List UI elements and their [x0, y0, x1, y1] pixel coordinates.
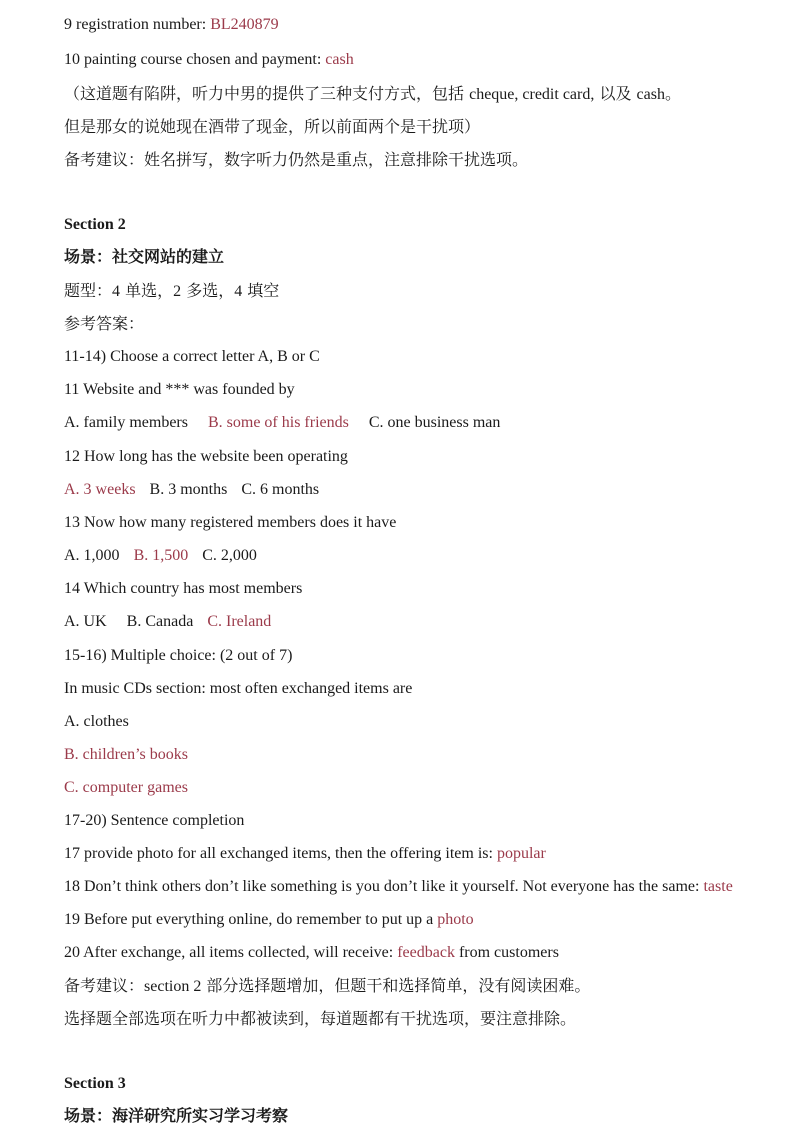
type-count: 4 [112, 283, 121, 300]
q14-options [64, 611, 271, 633]
part2-option-b: B. children’s books [64, 746, 188, 763]
q14-question: 14 Which country has most members [64, 580, 303, 597]
q9-line [64, 14, 279, 36]
q14-option-c: C. Ireland [207, 613, 272, 630]
q19-answer: photo [437, 911, 474, 928]
type-count: 4 [234, 283, 243, 300]
part3-header: 17-20) Sentence completion [64, 812, 245, 829]
section1-tip: 备考建议：姓名拼写，数字听力仍然是重点，注意排除干扰选项。 [64, 150, 529, 169]
note-text: 。 [664, 84, 681, 103]
part2-question: In music CDs section: most often exchanged items are [64, 680, 413, 697]
q13-option-b: B. 1,500 [133, 547, 189, 564]
q11-options [64, 412, 500, 434]
type-fill: 填空 [242, 281, 280, 300]
section2-question-types [64, 280, 279, 303]
q20-label: 20 After exchange, all items collected, will receive: [64, 944, 398, 961]
q19-label: 19 Before put everything online, do remember to put up a [64, 911, 438, 928]
section2-tip-line2: 选择题全部选项在听力中都被读到，每道题都有干扰选项，要注意排除。 [64, 1009, 577, 1028]
type-multi: 多选， [181, 281, 235, 300]
q17-answer: popular [496, 845, 546, 862]
q12-options [64, 479, 319, 501]
q18-line [64, 876, 733, 898]
part1-header: 11-14) Choose a correct letter A, B or C [64, 348, 320, 365]
q13-option-c: C. 2,000 [202, 547, 257, 564]
q11-option-a: A. family members [64, 414, 188, 431]
q18-answer: taste [703, 878, 733, 895]
q20-line [64, 942, 559, 964]
q12-question: 12 How long has the website been operating [64, 448, 348, 465]
note-payment-options: cheque, credit card, [469, 86, 595, 103]
q12-option-a: A. 3 weeks [64, 481, 136, 498]
q10-label: 10 painting course chosen and payment: [64, 51, 326, 68]
tip-section-ref: section 2 [144, 978, 202, 995]
q20-tail: from customers [454, 944, 559, 961]
part2-header: 15-16) Multiple choice: (2 out of 7) [64, 647, 293, 664]
answers-label: 参考答案： [64, 314, 145, 333]
q18-label: 18 Don’t think others don’t like something is you don’t like it yourself. Not everyone has the same: [64, 878, 704, 895]
type-label: 题型： [64, 281, 113, 300]
q11-option-b: B. some of his friends [207, 414, 349, 431]
part2-option-c: C. computer games [64, 779, 188, 796]
q9-label: 9 registration number: [64, 16, 211, 33]
q10-note-line2: 但是那女的说她现在酒带了现金，所以前面两个是干扰项） [64, 117, 481, 136]
q10-note-line1 [64, 83, 681, 106]
q9-answer: BL240879 [210, 16, 279, 33]
q10-answer: cash [325, 51, 354, 68]
section2-heading: Section 2 [64, 216, 126, 233]
tip-label: 备考建议： [64, 976, 145, 995]
type-single: 单选， [120, 281, 174, 300]
section3-heading: Section 3 [64, 1075, 126, 1092]
section3-scene: 场景：海洋研究所实习学习考察 [64, 1106, 289, 1125]
q11-option-c: C. one business man [368, 414, 501, 431]
q14-option-b: B. Canada [126, 613, 194, 630]
q14-option-a: A. UK [64, 613, 107, 630]
type-count: 2 [173, 283, 182, 300]
q13-question: 13 Now how many registered members does it have [64, 514, 397, 531]
q17-label: 17 provide photo for all exchanged items, then the offering item is: [64, 845, 497, 862]
section2-scene: 场景：社交网站的建立 [64, 247, 225, 266]
q13-option-a: A. 1,000 [64, 547, 120, 564]
q12-option-c: C. 6 months [241, 481, 320, 498]
part2-option-a: A. clothes [64, 713, 129, 730]
q10-line [64, 49, 354, 71]
note-cash: cash [636, 86, 665, 103]
note-text: （这道题有陷阱，听力中男的提供了三种支付方式，包括 [64, 84, 470, 103]
section2-tip-line1 [64, 975, 590, 998]
note-text: 以及 [594, 84, 637, 103]
q11-question: 11 Website and *** was founded by [64, 381, 295, 398]
q13-options [64, 545, 257, 567]
q20-answer: feedback [397, 944, 455, 961]
q19-line [64, 909, 474, 931]
q17-line [64, 843, 546, 865]
tip-text: 部分选择题增加，但题干和选择简单，没有阅读困难。 [201, 976, 591, 995]
q12-option-b: B. 3 months [149, 481, 228, 498]
